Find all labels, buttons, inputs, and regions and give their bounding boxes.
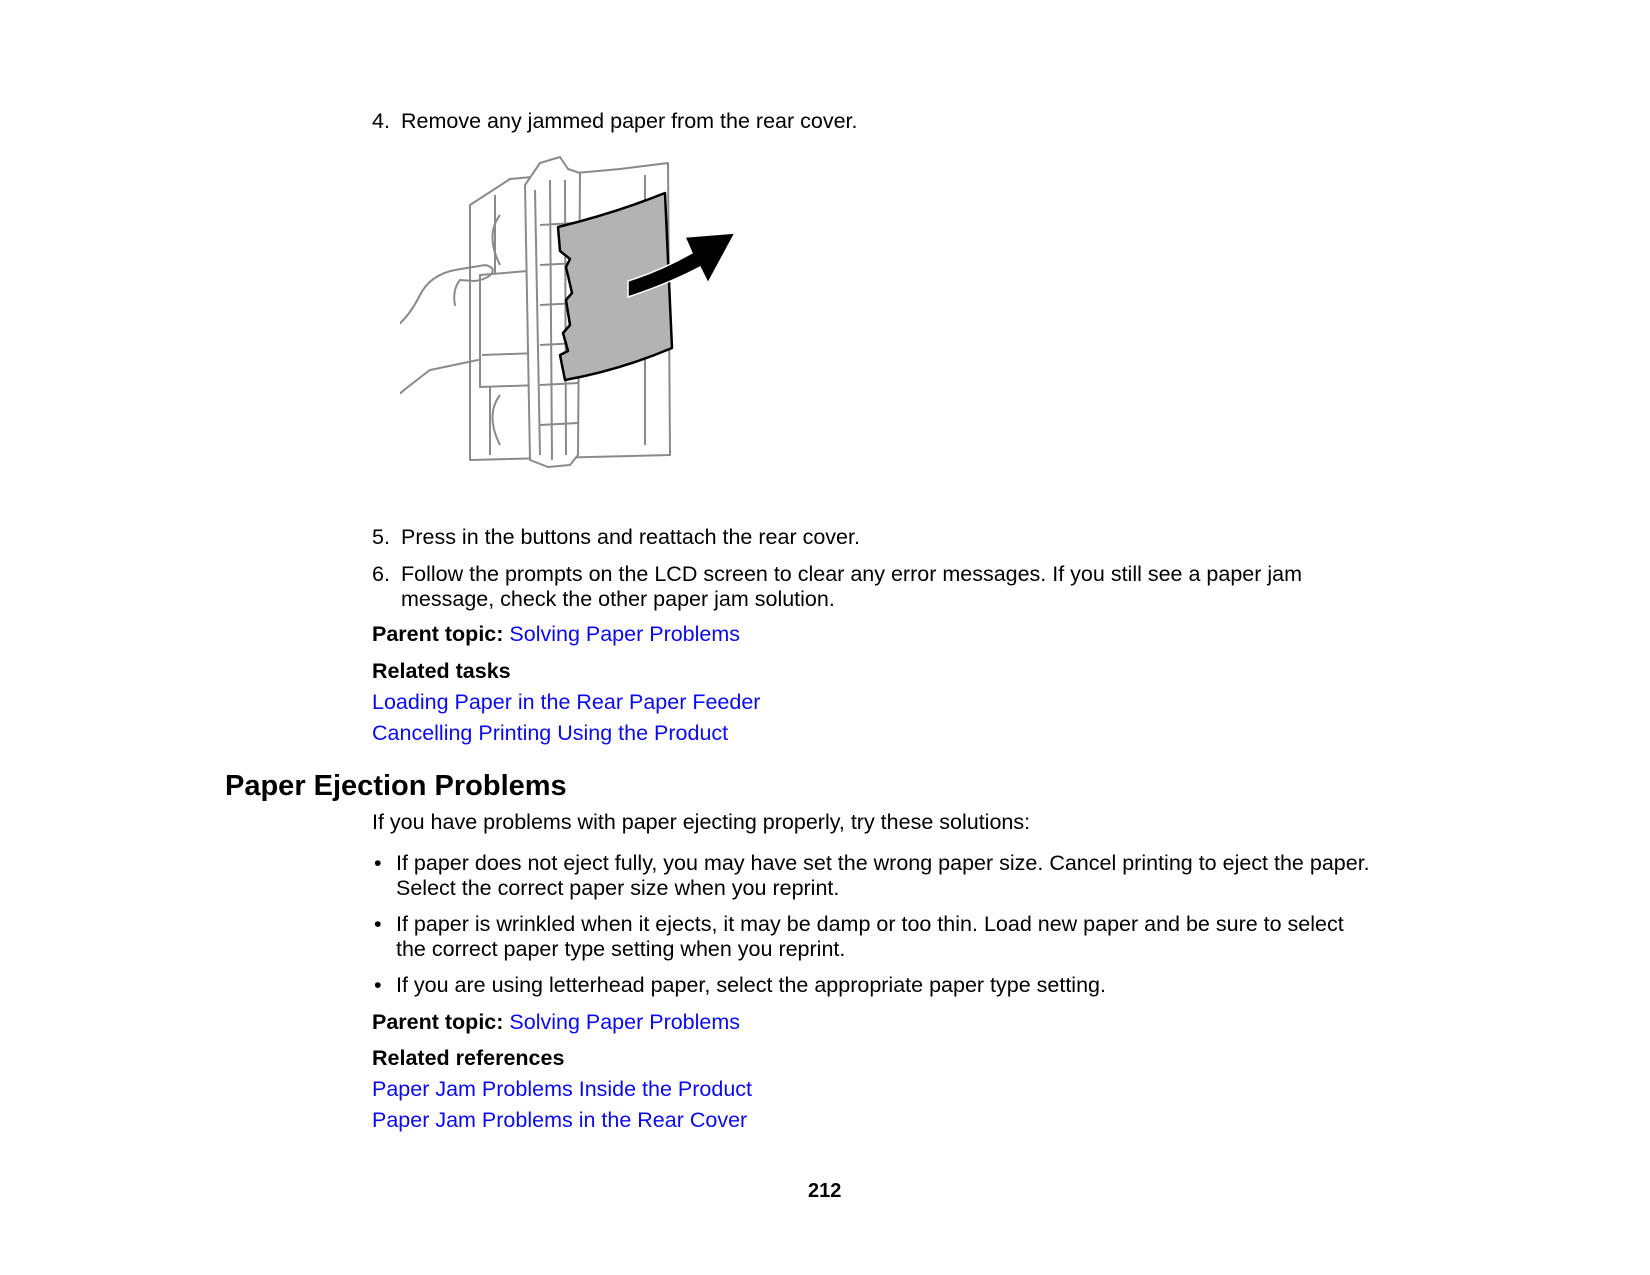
step-5-number: 5. [372,525,390,549]
bullet-icon: • [374,973,382,997]
bullet-1-line-2: Select the correct paper size when you reprint. [396,876,840,900]
step-6-number: 6. [372,562,390,586]
related-task-link[interactable]: Cancelling Printing Using the Product [372,721,729,745]
section-heading: Paper Ejection Problems [225,770,567,802]
bullet-1-line-1: If paper does not eject fully, you may have set the wrong paper size. Cancel printing to eject the paper. [396,851,1370,875]
related-tasks-heading: Related tasks [372,659,511,683]
parent-topic-link[interactable]: Solving Paper Problems [509,622,741,646]
page-number: 212 [808,1180,842,1202]
step-4-number: 4. [372,109,390,133]
step-4-text: Remove any jammed paper from the rear cover. [401,109,858,133]
parent-topic-row [372,1010,740,1035]
section-intro: If you have problems with paper ejecting properly, try these solutions: [372,810,1031,834]
step-5-text: Press in the buttons and reattach the rear cover. [401,525,860,549]
step-6-text-line-1: Follow the prompts on the LCD screen to clear any error messages. If you still see a paper jam [401,562,1303,586]
bullet-icon: • [374,851,382,875]
related-task-link[interactable]: Loading Paper in the Rear Paper Feeder [372,690,761,714]
parent-topic-row [372,622,740,647]
related-reference-link[interactable]: Paper Jam Problems in the Rear Cover [372,1108,748,1132]
parent-topic-label: Parent topic: [372,622,504,646]
parent-topic-link[interactable]: Solving Paper Problems [509,1010,741,1034]
bullet-2-line-2: the correct paper type setting when you reprint. [396,937,846,961]
bullet-icon: • [374,912,382,936]
bullet-2-line-1: If paper is wrinkled when it ejects, it may be damp or too thin. Load new paper and be sure to select [396,912,1344,936]
rear-cover-paper-jam-illustration [400,155,775,470]
bullet-3-line-1: If you are using letterhead paper, select the appropriate paper type setting. [396,973,1106,997]
parent-topic-label: Parent topic: [372,1010,504,1034]
step-6-text-line-2: message, check the other paper jam solution. [401,587,835,611]
related-references-heading: Related references [372,1046,565,1070]
related-reference-link[interactable]: Paper Jam Problems Inside the Product [372,1077,753,1101]
